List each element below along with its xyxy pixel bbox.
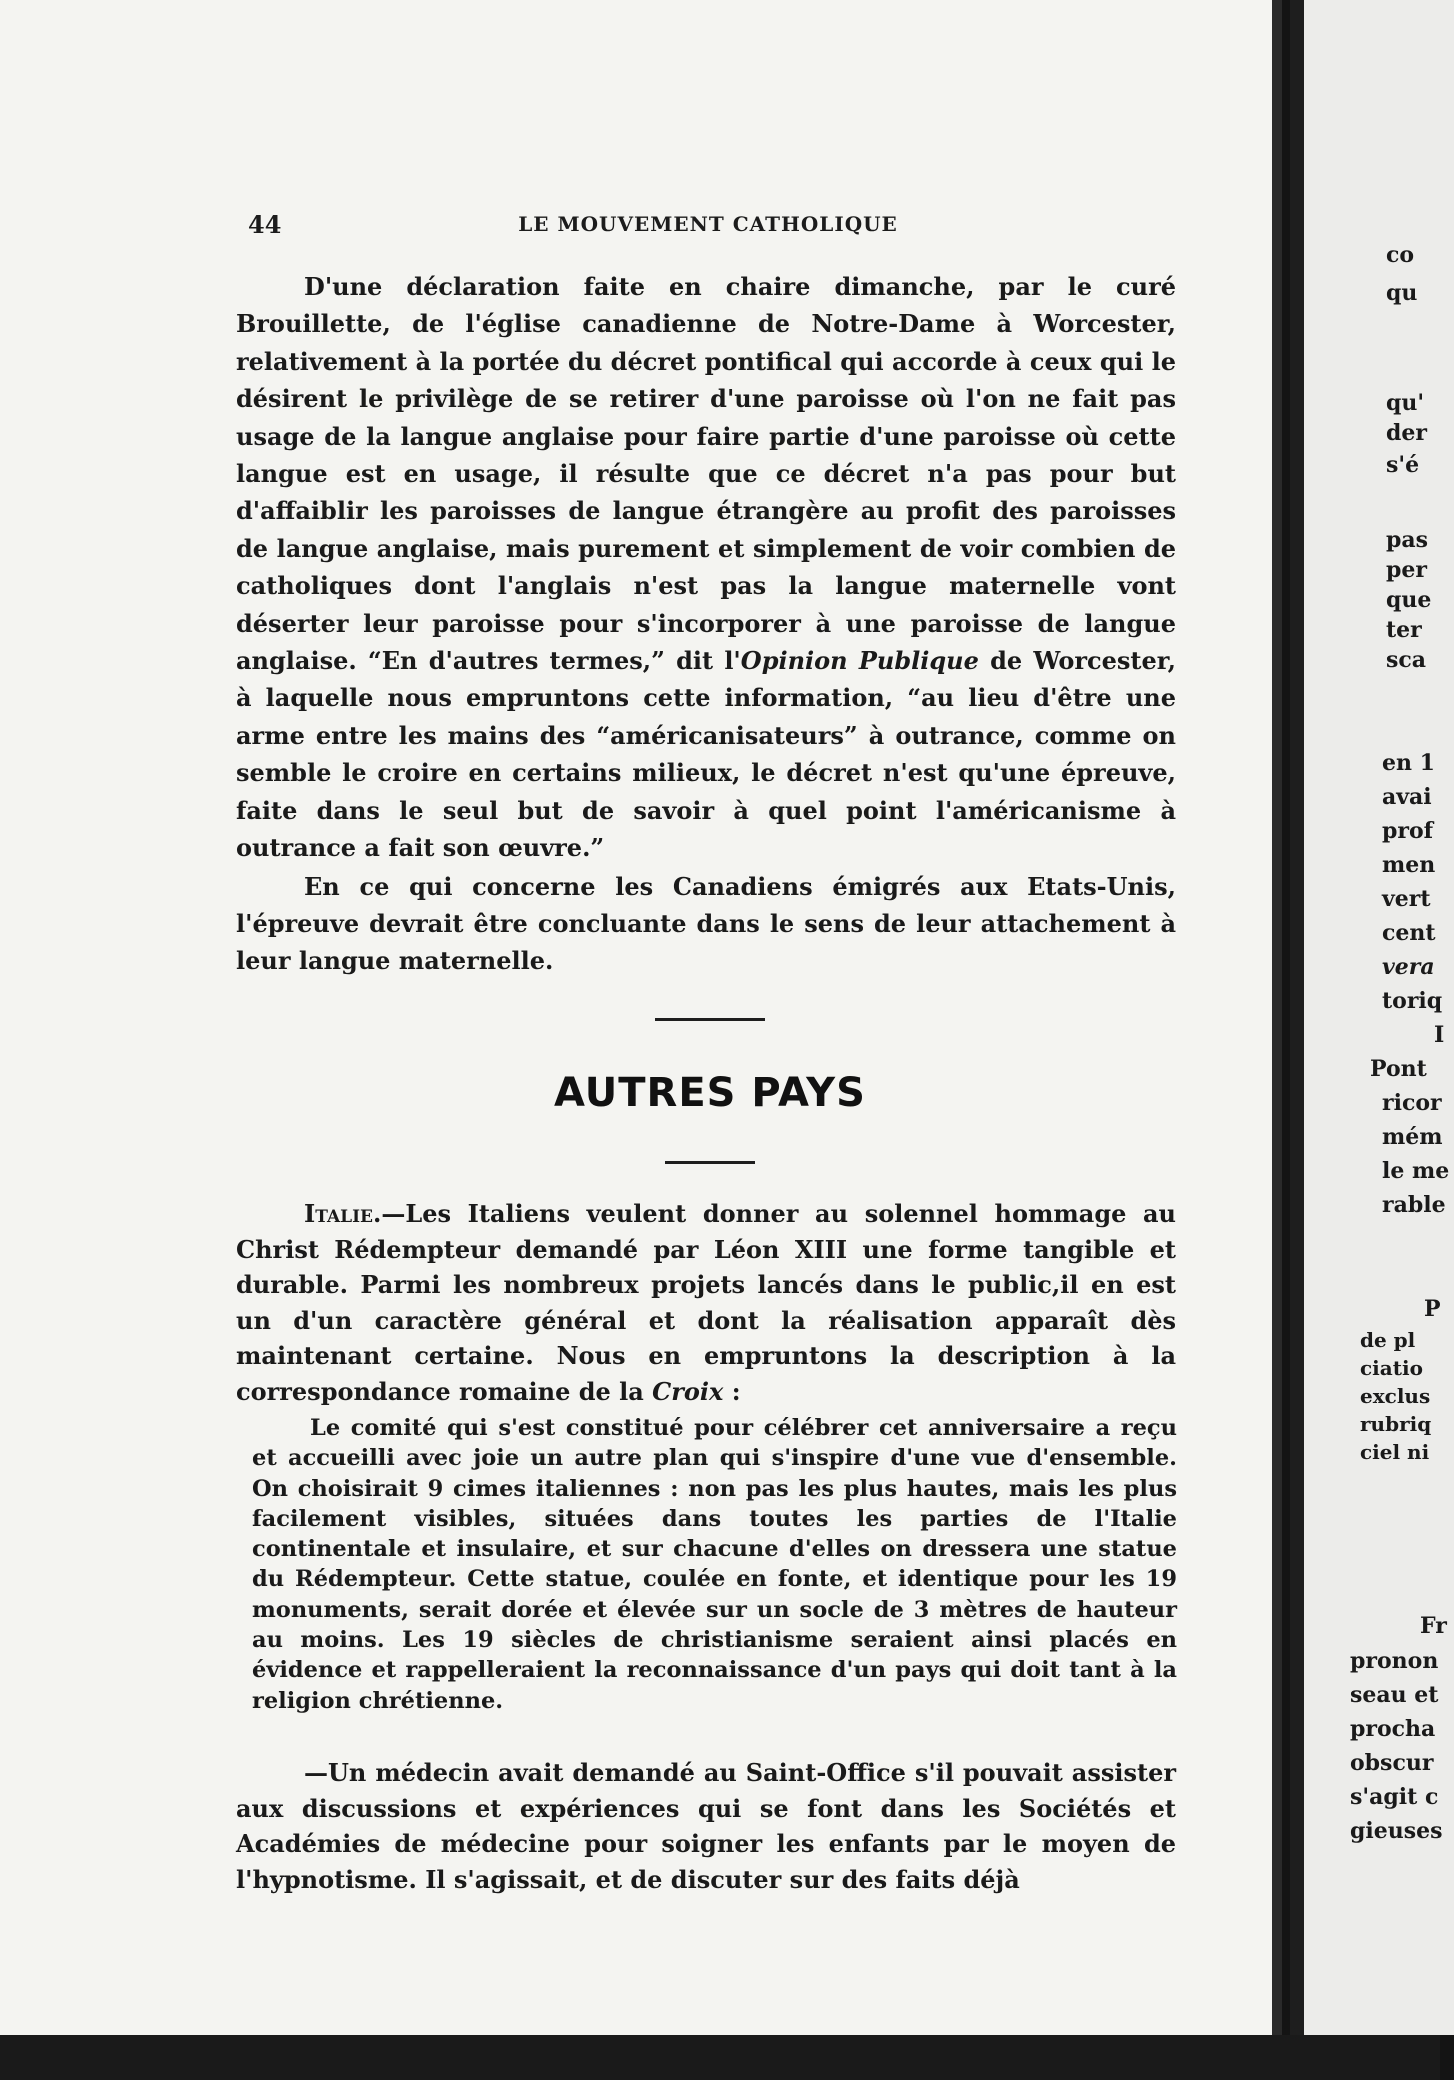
running-title: LE MOUVEMENT CATHOLIQUE (518, 212, 898, 236)
italie-section (236, 1196, 1176, 1410)
fragment: men (1382, 852, 1436, 878)
italie-lead: Italie. (304, 1199, 382, 1228)
fragment: prof (1382, 818, 1434, 844)
fragment: co (1386, 242, 1415, 268)
article-body (236, 268, 1176, 980)
paragraph-worcester (236, 268, 1176, 867)
fragment: qu' (1386, 390, 1425, 416)
fragment: vert (1382, 886, 1431, 912)
fragment: Fr (1420, 1613, 1447, 1639)
fragment: pronon (1350, 1648, 1439, 1674)
fragment: s'agit c (1350, 1784, 1439, 1810)
fragment: rable (1382, 1192, 1446, 1218)
paragraph-italie (236, 1196, 1176, 1410)
fragment: ciatio (1360, 1356, 1423, 1380)
fragment: ter (1386, 617, 1422, 643)
divider-rule (665, 1161, 755, 1164)
fragment: pas (1386, 527, 1429, 553)
section-title: AUTRES PAYS (554, 1070, 866, 1116)
page-number: 44 (248, 210, 282, 239)
fragment: seau et (1350, 1682, 1439, 1708)
fragment: cent (1382, 920, 1436, 946)
italie-text: —Les Italiens veulent donner au solennel hommage au Christ Rédempteur demandé par Léon XIII une forme tangible et durable. Parmi les nombreux projets lancés dans le public,il en est un d'un caractère général et dont la réalisation apparaît dès maintenant certaine. Nous en empruntons la description à la correspondance romaine de la (236, 1199, 1176, 1406)
paragraph-medecin: —Un médecin avait demandé au Saint-Office s'il pouvait assister aux discussions et expériences qui se font dans les Sociétés et Académies de médecine pour soigner les enfants par le moyen de l'hypnotisme. Il s'agissait, et de discuter sur des faits déjà (236, 1758, 1176, 1894)
divider-rule (655, 1018, 765, 1021)
italic-croix: Croix (652, 1376, 724, 1406)
fragment: qu (1386, 280, 1418, 306)
paragraph-medecin-block (236, 1755, 1176, 1897)
italie-end: : (723, 1376, 741, 1406)
fragment: obscur (1350, 1750, 1434, 1776)
fragment: vera (1382, 954, 1435, 980)
block-quote (252, 1413, 1177, 1716)
paragraph-text-end: de Worcester, à laquelle nous empruntons cette information, “au lieu d'être une arme entre les mains des “américanisateurs” à outrance, comme on semble le croire en certains milieux, le décret n'est qu'une épreuve, faite dans le seul but de savoir à quel point l'américanisme à outrance a fait son œuvre.” (236, 646, 1176, 863)
fragment: I (1434, 1022, 1445, 1048)
fragment: sca (1386, 647, 1427, 673)
fragment: que (1386, 587, 1432, 613)
fragment: procha (1350, 1716, 1436, 1742)
fragment: Pont (1370, 1056, 1427, 1082)
fragment: per (1386, 557, 1427, 583)
fragment: toriq (1382, 988, 1443, 1014)
italic-title: Opinion Publique (740, 646, 979, 676)
paragraph-text: D'une déclaration faite en chaire dimanche, par le curé Brouillette, de l'église canadienne de Notre-Dame à Worcester, relativement à la portée du décret pontifical qui accorde à ceux qui le désirent le privilège de se retirer d'une paroisse où l'on ne fait pas usage de la langue anglaise pour faire partie d'une paroisse où cette langue est en usage, il résulte que ce décret n'a pas pour but d'affaiblir les paroisses de langue étrangère au profit des paroisses de langue anglaise, mais purement et simplement de voir combien de catholiques dont l'anglais n'est pas la langue maternelle vont déserter leur paroisse pour s'incorporer à une paroisse de langue anglaise. “En d'autres termes,” dit l' (236, 272, 1176, 676)
fragment: der (1386, 420, 1427, 446)
fragment: en 1 (1382, 750, 1435, 776)
fragment: gieuses (1350, 1818, 1443, 1844)
fragment: exclus (1360, 1384, 1431, 1408)
scan-border (0, 2035, 1440, 2080)
fragment: rubriq (1360, 1412, 1432, 1436)
fragment: P (1424, 1296, 1441, 1322)
fragment: ciel ni (1360, 1440, 1430, 1464)
fragment: de pl (1360, 1328, 1416, 1352)
fragment: avai (1382, 784, 1432, 810)
page-header (248, 210, 1168, 246)
quote-text: Le comité qui s'est constitué pour célébrer cet anniversaire a reçu et accueilli avec joie un autre plan qui s'inspire d'une vue d'ensemble. On choisirait 9 cimes italiennes : non pas les plus hautes, mais les plus facilement visibles, situées dans toutes les parties de l'Italie continentale et insulaire, et sur chacune d'elles on dressera une statue du Rédempteur. Cette statue, coulée en fonte, et identique pour les 19 monuments, serait dorée et élevée sur un socle de 3 mètres de hauteur au moins. Les 19 siècles de christianisme seraient ainsi placés en évidence et rappelleraient la reconnaissance d'un pays qui doit tant à la religion chrétienne. (252, 1415, 1177, 1714)
paragraph-canadiens: En ce qui concerne les Canadiens émigrés aux Etats-Unis, l'épreuve devrait être concluante dans le sens de leur attachement à leur langue maternelle. (236, 871, 1176, 976)
fragment: ricor (1382, 1090, 1442, 1116)
fragment: s'é (1386, 452, 1420, 478)
fragment: le me (1382, 1158, 1450, 1184)
fragment: mém (1382, 1124, 1443, 1150)
